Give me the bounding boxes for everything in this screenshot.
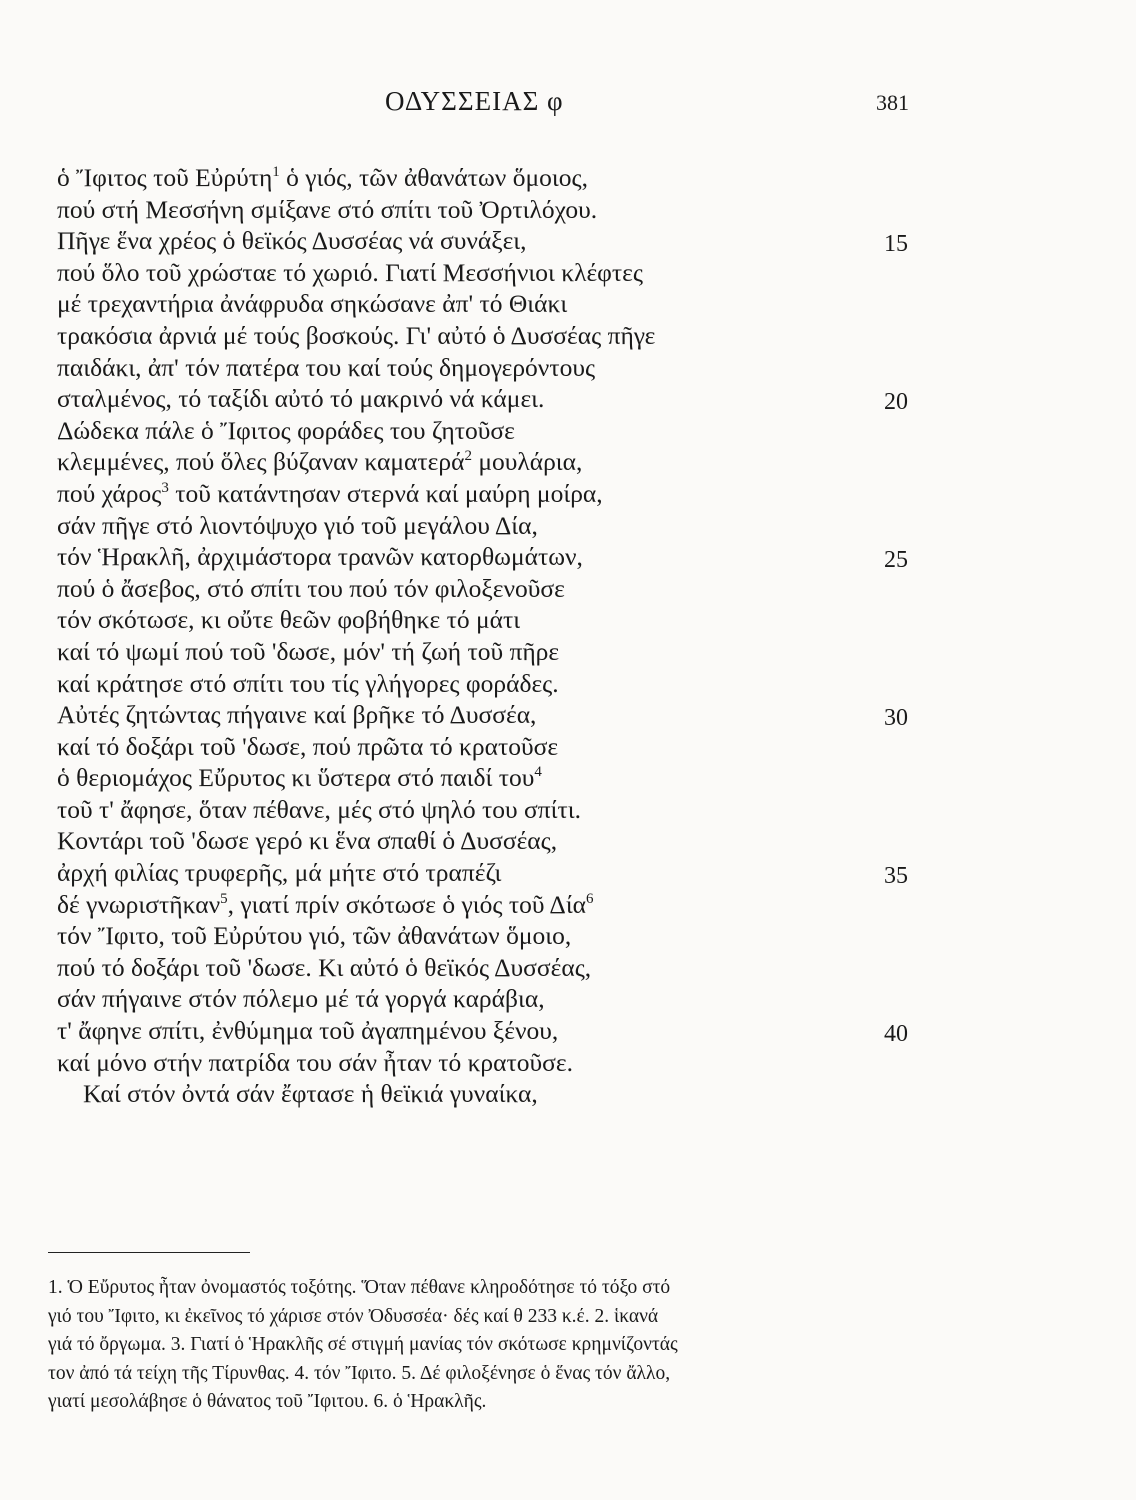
verse-line xyxy=(57,794,917,826)
verse-text xyxy=(57,194,597,226)
verse-text-part: τοῦ κατάντησαν στερνά καί μαύρη μοίρα, xyxy=(168,478,603,508)
verse-text-part: Κοντάρι τοῦ 'δωσε γερό κι ἕνα σπαθί ὁ Δυσσέας, xyxy=(57,826,558,856)
verse-text-part: μέ τρεχαντήρια ἀνάφρυδα σηκώσανε ἀπ' τό Θιάκι xyxy=(57,289,568,319)
verse-text-part: πού ὁ ἄσεβος, στό σπίτι του πού τόν φιλοξενοῦσε xyxy=(57,573,565,603)
verse-line xyxy=(57,446,917,478)
verse-line xyxy=(57,731,917,763)
verse-line xyxy=(57,857,917,889)
footnote-line: γιά τό ὄργωμα. 3. Γιατί ὁ Ἡρακλῆς σέ στιγμή μανίας τόν σκότωσε κρημνίζοντάς xyxy=(48,1334,678,1356)
verse-text-part: τρακόσια ἀρνιά μέ τούς βοσκούς. Γι' αὐτό ὁ Δυσσέας πῆγε xyxy=(57,320,656,350)
verse-text xyxy=(57,668,559,700)
verse-line xyxy=(57,352,917,384)
verse-line xyxy=(57,668,917,700)
line-number: 20 xyxy=(884,389,908,416)
verse-line xyxy=(57,952,917,984)
verse-text xyxy=(57,510,538,542)
verse-text-part: καί κράτησε στό σπίτι του τίς γλήγορες φοράδες. xyxy=(57,668,559,698)
verse-text xyxy=(57,383,544,415)
verse-line xyxy=(57,983,917,1015)
verse-text-part: ὁ γιός, τῶν ἀθανάτων ὅμοιος, xyxy=(279,163,588,192)
verse-text-part: μουλάρια, xyxy=(471,447,583,477)
verse-text xyxy=(57,162,588,194)
verse-text-part: πού ὅλο τοῦ χρώσταε τό χωριό. Γιατί Μεσσήνιοι κλέφτες xyxy=(57,257,643,287)
verse-text-part: κλεμμένες, πού ὅλες βύζαναν καματερά xyxy=(57,447,465,477)
verse-text xyxy=(57,857,501,889)
verse-text xyxy=(57,762,542,794)
verse-text xyxy=(57,415,515,447)
footnote-marker: 2 xyxy=(464,448,472,465)
verse-line xyxy=(57,541,917,573)
verse-line xyxy=(57,920,917,952)
verse-text xyxy=(57,604,520,636)
verse-line xyxy=(57,1078,917,1110)
verse-text-part: Καί στόν ὀντά σάν ἔφτασε ἡ θεϊκιά γυναίκα, xyxy=(83,1079,538,1109)
verse-line xyxy=(57,288,917,320)
verse-line xyxy=(57,162,917,194)
verse-text-part: σταλμένος, τό ταξίδι αὐτό τό μακρινό νά κάμει. xyxy=(57,384,545,414)
verse-text xyxy=(57,541,583,573)
line-number: 15 xyxy=(884,231,908,258)
verse-text xyxy=(57,446,582,478)
verse-text-part: ἀρχή φιλίας τρυφερῆς, μά μήτε στό τραπέζι xyxy=(57,858,502,888)
verse-text xyxy=(57,573,565,605)
verse-text-part: τόν σκότωσε, κι οὔτε θεῶν φοβήθηκε τό μάτι xyxy=(57,605,521,635)
verse-text xyxy=(57,920,571,952)
line-number: 35 xyxy=(884,863,908,890)
verse-text xyxy=(57,952,591,984)
footnote-marker: 6 xyxy=(586,890,594,907)
line-number: 40 xyxy=(884,1021,908,1048)
verse-text xyxy=(57,288,567,320)
verse-line xyxy=(57,604,917,636)
verse-text-part: δέ γνωριστῆκαν xyxy=(57,889,221,919)
verse-text xyxy=(57,1078,538,1110)
verse-line xyxy=(57,699,917,731)
verse-text-part: παιδάκι, ἀπ' τόν πατέρα του καί τούς δημογερόντους xyxy=(57,352,596,382)
verse-text-part: τ' ἄφηνε σπίτι, ἐνθύμημα τοῦ ἀγαπημένου ξένου, xyxy=(57,1016,559,1046)
verse-line xyxy=(57,320,917,352)
verse-line xyxy=(57,225,917,257)
verse-text-part: σάν πήγαινε στόν πόλεμο μέ τά γοργά καράβια, xyxy=(57,984,545,1014)
verse-line xyxy=(57,478,917,510)
running-title: ΟΔΥΣΣΕΙΑΣ φ xyxy=(385,86,564,116)
verse-text xyxy=(57,257,643,289)
verse-text-part: σάν πῆγε στό λιοντόψυχο γιό τοῦ μεγάλου Δία, xyxy=(57,510,538,540)
footnote-marker: 5 xyxy=(220,890,228,907)
verse-line xyxy=(57,1015,917,1047)
verse-text xyxy=(57,320,655,352)
verse-text-part: τόν Ἡρακλῆ, ἀρχιμάστορα τρανῶν κατορθωμάτων, xyxy=(57,542,583,572)
verse-line xyxy=(57,636,917,668)
verse-line xyxy=(57,825,917,857)
footnote-line: γιατί μεσολάβησε ὁ θάνατος τοῦ Ἴφιτου. 6. ὁ Ἡρακλῆς. xyxy=(48,1391,487,1413)
verse-text-part: καί τό ψωμί πού τοῦ 'δωσε, μόν' τή ζωή τοῦ πῆρε xyxy=(57,636,560,666)
verse-text xyxy=(57,225,527,257)
verse-text xyxy=(57,1015,558,1047)
footnote-rule xyxy=(48,1252,250,1253)
verse-text xyxy=(57,983,545,1015)
verse-text xyxy=(57,794,581,826)
verse-text xyxy=(57,478,603,510)
verse-line xyxy=(57,257,917,289)
verse-text xyxy=(57,825,557,857)
verse-text xyxy=(57,889,594,921)
page-number: 381 xyxy=(876,90,909,115)
verse-text xyxy=(57,699,536,731)
verse-text-part: τόν Ἴφιτο, τοῦ Εὐρύτου γιό, τῶν ἀθανάτων ὅμοιο, xyxy=(57,921,572,951)
footnote-marker: 4 xyxy=(534,764,542,781)
verse-text-part: ὁ θεριομάχος Εὔρυτος κι ὕστερα στό παιδί του xyxy=(57,763,535,793)
verse-text-part: Δώδεκα πάλε ὁ Ἴφιτος φοράδες του ζητοῦσε xyxy=(57,415,515,445)
footnote-marker: 3 xyxy=(161,479,169,496)
footnote-line: τον ἀπό τά τείχη τῆς Τίρυνθας. 4. τόν Ἴφιτο. 5. Δέ φιλοξένησε ὁ ἕνας τόν ἄλλο, xyxy=(48,1362,671,1384)
page-header xyxy=(0,86,1136,126)
verse-text xyxy=(57,731,558,763)
verse-text-part: , γιατί πρίν σκότωσε ὁ γιός τοῦ Δία xyxy=(227,889,587,919)
verse-line xyxy=(57,194,917,226)
footnotes xyxy=(48,1274,908,1417)
verse-text xyxy=(57,636,559,668)
line-number: 25 xyxy=(884,547,908,574)
verse-text-part: πού χάρος xyxy=(57,478,162,508)
verse-line xyxy=(57,383,917,415)
footnote-line: 1. Ὁ Εὔρυτος ἦταν ὀνομαστός τοξότης. Ὅταν πέθανε κληροδότησε τό τόξο στό xyxy=(48,1277,671,1298)
verse-line xyxy=(57,573,917,605)
verse-text-part: Πῆγε ἕνα χρέος ὁ θεϊκός Δυσσέας νά συνάξει, xyxy=(57,226,527,256)
verse-text xyxy=(57,1047,573,1079)
footnote-marker: 1 xyxy=(272,164,280,180)
verse-line xyxy=(57,889,917,921)
footnote-line: γιό του Ἴφιτο, κι ἐκεῖνος τό χάρισε στόν Ὀδυσσέα· δές καί θ 233 κ.έ. 2. ἱκανά xyxy=(48,1305,659,1327)
verse-line xyxy=(57,1047,917,1079)
verse-line xyxy=(57,510,917,542)
verse-text-part: τοῦ τ' ἄφησε, ὅταν πέθανε, μές στό ψηλό του σπίτι. xyxy=(57,794,581,824)
verse-text-part: καί τό δοξάρι τοῦ 'δωσε, πού πρῶτα τό κρατοῦσε xyxy=(57,731,559,761)
verse-block xyxy=(57,162,917,1110)
verse-text-part: πού στή Μεσσήνη σμίξανε στό σπίτι τοῦ Ὀρτιλόχου. xyxy=(57,194,598,224)
verse-text-part: πού τό δοξάρι τοῦ 'δωσε. Κι αὐτό ὁ θεϊκός Δυσσέας, xyxy=(57,952,592,982)
verse-text-part: ὁ Ἴφιτος τοῦ Εὐρύτη xyxy=(57,163,273,192)
verse-text-part: καί μόνο στήν πατρίδα του σάν ἦταν τό κρατοῦσε. xyxy=(57,1047,573,1077)
verse-line xyxy=(57,762,917,794)
line-number: 30 xyxy=(884,705,908,732)
verse-text xyxy=(57,352,595,384)
verse-line xyxy=(57,415,917,447)
verse-text-part: Αὐτές ζητώντας πήγαινε καί βρῆκε τό Δυσσέα, xyxy=(57,700,537,730)
